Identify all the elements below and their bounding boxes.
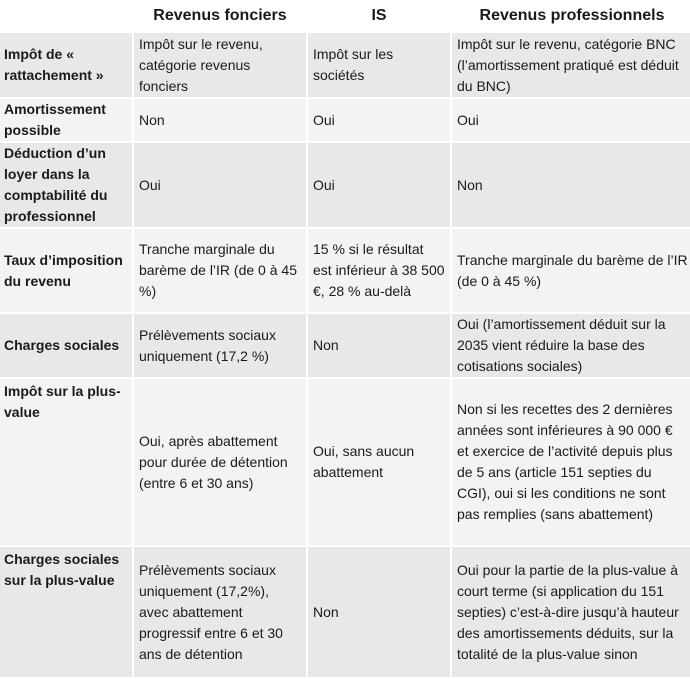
cell-is: Non (308, 314, 450, 377)
cell-is: Oui, sans aucun abattement (308, 379, 450, 545)
cell-revenus-professionnels: Oui (452, 99, 690, 141)
table-row (0, 143, 690, 227)
cell-revenus-fonciers: Tranche marginale du barème de l’IR (de 0 à 45 %) (134, 229, 306, 312)
cell-is: Oui (308, 99, 450, 141)
cell-revenus-professionnels: Impôt sur le revenu, catégorie BNC (l’amortissement pratiqué est déduit du BNC) (452, 33, 690, 97)
cell-revenus-fonciers: Impôt sur le revenu, catégorie revenus fonciers (134, 33, 306, 97)
table-row (0, 379, 690, 545)
cell-revenus-fonciers: Oui (134, 143, 306, 227)
row-label: Impôt de « rattachement » (0, 33, 132, 97)
row-label: Impôt sur la plus-value (0, 379, 132, 545)
row-label: Amortissement possible (0, 99, 132, 141)
cell-is: Impôt sur les sociétés (308, 33, 450, 97)
header-is: IS (371, 6, 387, 24)
header-row (0, 0, 690, 31)
cell-revenus-fonciers: Prélèvements sociaux uniquement (17,2 %) (134, 314, 306, 377)
table-row (0, 547, 690, 677)
table-row (0, 99, 690, 141)
header-revenus-professionnels: Revenus professionnels (479, 6, 665, 24)
cell-revenus-professionnels: Tranche marginale du barème de l’IR (de 0 à 45 %) (452, 229, 690, 312)
cell-revenus-professionnels: Oui (l’amortissement déduit sur la 2035 vient réduire la base des cotisations sociales) (452, 314, 690, 377)
table-row (0, 33, 690, 97)
cell-is: Non (308, 547, 450, 677)
row-label: Taux d’imposition du revenu (0, 229, 132, 312)
cell-revenus-fonciers: Oui, après abattement pour durée de détention (entre 6 et 30 ans) (134, 379, 306, 545)
header-empty (0, 0, 132, 31)
header-revenus-fonciers: Revenus fonciers (153, 6, 287, 24)
cell-revenus-professionnels: Non si les recettes des 2 dernières années sont inférieures à 90 000 € et exercice de l’activité depuis plus de 5 ans (article 151 septies du CGI), oui si les conditions ne sont pas remplies (sans abattement) (452, 379, 690, 545)
cell-is: 15 % si le résultat est inférieur à 38 500 €, 28 % au-delà (308, 229, 450, 312)
row-label: Charges sociales (0, 314, 132, 377)
cell-revenus-professionnels: Non (452, 143, 690, 227)
cell-revenus-professionnels: Oui pour la partie de la plus-value à court terme (si application du 151 septies) c’est-à-dire jusqu’à hauteur des amortissements déduits, sur la totalité de la plus-value sinon (452, 547, 690, 677)
cell-is: Oui (308, 143, 450, 227)
table-row (0, 229, 690, 312)
cell-revenus-fonciers: Prélèvements sociaux uniquement (17,2%), avec abattement progressif entre 6 et 30 ans de détention (134, 547, 306, 677)
cell-revenus-fonciers: Non (134, 99, 306, 141)
table-row (0, 314, 690, 377)
row-label: Déduction d’un loyer dans la comptabilité du professionnel (0, 143, 132, 227)
row-label: Charges sociales sur la plus-value (0, 547, 132, 677)
